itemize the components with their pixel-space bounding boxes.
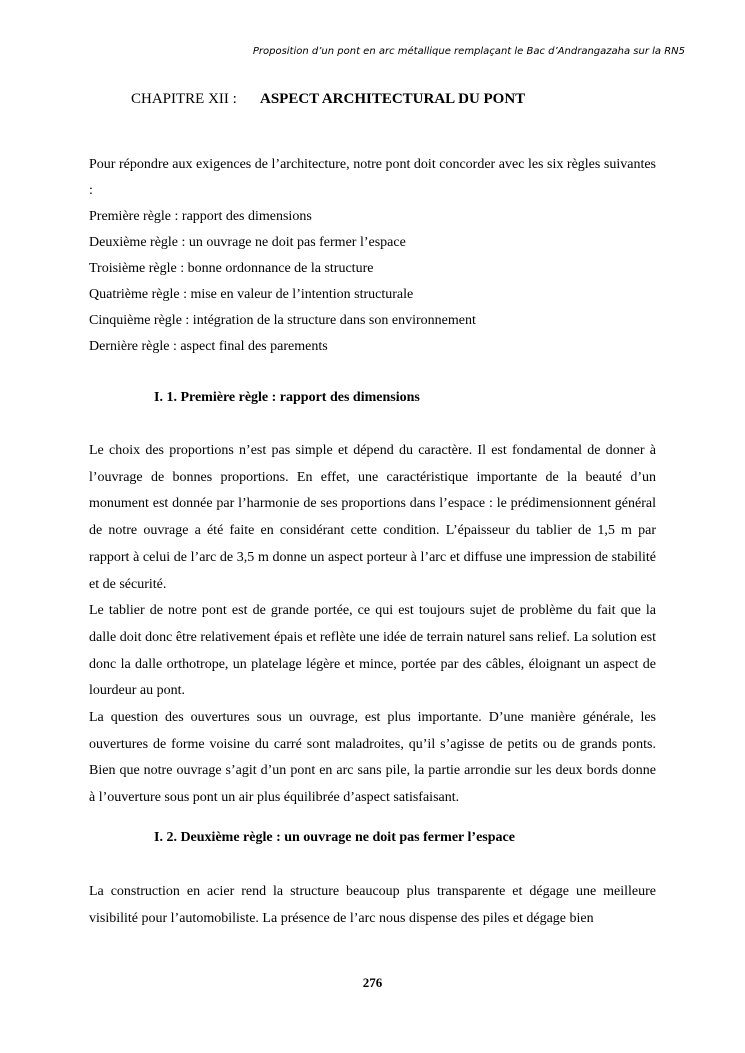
- chapter-title: ASPECT ARCHITECTURAL DU PONT: [260, 91, 526, 107]
- body-paragraph: La construction en acier rend la structure beaucoup plus transparente et dégage une meilleure visibilité pour l’automobiliste. La présence de l’arc nous dispense des piles et dégage bien: [89, 884, 656, 926]
- intro-paragraph: Pour répondre aux exigences de l’architecture, notre pont doit concorder avec les six règles suivantes :: [89, 157, 656, 198]
- rule-item-3: Troisième règle : bonne ordonnance de la structure: [89, 261, 374, 276]
- rule-item-4: Quatrième règle : mise en valeur de l’intention structurale: [89, 287, 414, 302]
- section-2-body: [89, 879, 656, 932]
- rule-item-6: Dernière règle : aspect final des parements: [89, 339, 328, 354]
- body-paragraph: Le choix des proportions n’est pas simple et dépend du caractère. Il est fondamental de donner à l’ouvrage de bonnes proportions. En effet, une caractéristique importante de la beauté d’un monument est donnée par l’harmonie de ses proportions dans l’espace : le prédimensionnent général de notre ouvrage a été faite en considérant cette condition. L’épaisseur du tablier de 1,5 m par rapport à celui de l’arc de 3,5 m donne un aspect porteur à l’arc et diffuse une impression de stabilité et de sécurité.: [89, 443, 656, 592]
- body-paragraph: Le tablier de notre pont est de grande portée, ce qui est toujours sujet de problème du fait que la dalle doit donc être relativement épais et reflète une idée de terrain naturel sans relief. La solution est donc la dalle orthotrope, un platelage légère et mince, portée par des câbles, éloignant un aspect de lourdeur au pont.: [89, 603, 656, 699]
- rule-item-1: Première règle : rapport des dimensions: [89, 209, 312, 224]
- chapter-number: CHAPITRE XII :: [131, 91, 237, 107]
- rule-item-5: Cinquième règle : intégration de la structure dans son environnement: [89, 313, 476, 328]
- section-1-body: [89, 438, 656, 812]
- page-number: 276: [362, 975, 383, 990]
- running-header: Proposition d’un pont en arc métallique remplaçant le Bac d’Andrangazaha sur la RN5: [252, 46, 685, 57]
- rule-item-2: Deuxième règle : un ouvrage ne doit pas fermer l’espace: [89, 235, 406, 250]
- section-heading-2: I. 2. Deuxième règle : un ouvrage ne doit pas fermer l’espace: [154, 830, 515, 845]
- chapter-heading: [131, 90, 525, 108]
- intro-block: [89, 152, 656, 360]
- section-heading-1: I. 1. Première règle : rapport des dimensions: [154, 390, 420, 405]
- body-paragraph: La question des ouvertures sous un ouvrage, est plus importante. D’une manière générale, les ouvertures de forme voisine du carré sont maladroites, qu’il s’agisse de petits ou de grands ponts. Bien que notre ouvrage s’agit d’un pont en arc sans pile, la partie arrondie sur les deux bords donne à l’ouverture sous pont un air plus équilibrée d’aspect satisfaisant.: [89, 710, 656, 806]
